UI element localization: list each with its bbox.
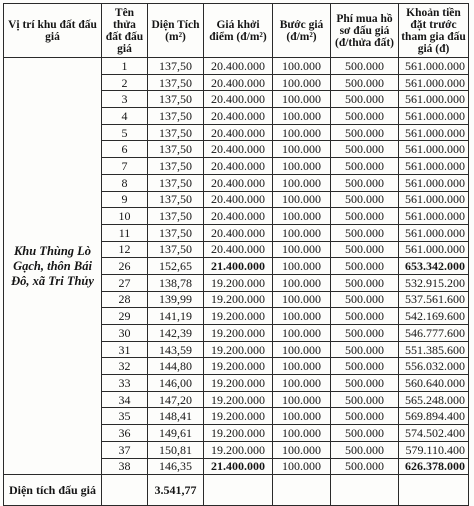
auction-table [3, 3, 469, 506]
price-step-cell: 100.000 [273, 391, 331, 408]
document-fee-cell: 500.000 [331, 141, 399, 158]
plot-number-cell: 1 [102, 58, 148, 75]
price-step-cell: 100.000 [273, 274, 331, 291]
plot-number-cell: 9 [102, 191, 148, 208]
document-fee-cell: 500.000 [331, 191, 399, 208]
area-cell: 147,20 [148, 391, 204, 408]
area-cell: 137,50 [148, 58, 204, 75]
area-cell: 139,99 [148, 291, 204, 308]
price-step-cell: 100.000 [273, 425, 331, 442]
header-start-price: Giá khởi điểm (đ/m²) [204, 4, 273, 58]
start-price-cell: 20.400.000 [204, 174, 273, 191]
plot-number-cell: 38 [102, 458, 148, 475]
plot-number-cell: 11 [102, 224, 148, 241]
deposit-cell: 565.248.000 [399, 391, 469, 408]
total-empty-cell [331, 475, 399, 506]
document-fee-cell: 500.000 [331, 224, 399, 241]
price-step-cell: 100.000 [273, 174, 331, 191]
document-fee-cell: 500.000 [331, 108, 399, 125]
start-price-cell: 20.400.000 [204, 108, 273, 125]
plot-number-cell: 35 [102, 408, 148, 425]
plot-number-cell: 8 [102, 174, 148, 191]
deposit-cell: 561.000.000 [399, 224, 469, 241]
area-cell: 137,50 [148, 158, 204, 175]
header-plot-number: Tên thửa đất đấu giá [102, 4, 148, 58]
total-area: 3.541,77 [148, 475, 204, 506]
start-price-cell: 19.200.000 [204, 358, 273, 375]
price-step-cell: 100.000 [273, 91, 331, 108]
deposit-cell: 626.378.000 [399, 458, 469, 475]
deposit-cell: 561.000.000 [399, 241, 469, 258]
plot-number-cell: 33 [102, 375, 148, 392]
price-step-cell: 100.000 [273, 258, 331, 275]
price-step-cell: 100.000 [273, 291, 331, 308]
deposit-cell: 556.032.000 [399, 358, 469, 375]
plot-number-cell: 31 [102, 341, 148, 358]
area-cell: 144,80 [148, 358, 204, 375]
total-empty-cell [399, 475, 469, 506]
price-step-cell: 100.000 [273, 458, 331, 475]
document-fee-cell: 500.000 [331, 274, 399, 291]
area-cell: 137,50 [148, 108, 204, 125]
plot-number-cell: 10 [102, 208, 148, 225]
area-cell: 146,00 [148, 375, 204, 392]
document-fee-cell: 500.000 [331, 441, 399, 458]
plot-number-cell: 12 [102, 241, 148, 258]
total-empty-cell [204, 475, 273, 506]
document-fee-cell: 500.000 [331, 408, 399, 425]
document-fee-cell: 500.000 [331, 74, 399, 91]
deposit-cell: 561.000.000 [399, 74, 469, 91]
deposit-cell: 561.000.000 [399, 141, 469, 158]
document-fee-cell: 500.000 [331, 291, 399, 308]
start-price-cell: 21.400.000 [204, 458, 273, 475]
header-document-fee: Phí mua hồ sơ đấu giá (đ/thửa đất) [331, 4, 399, 58]
document-fee-cell: 500.000 [331, 458, 399, 475]
document-fee-cell: 500.000 [331, 325, 399, 342]
plot-number-cell: 36 [102, 425, 148, 442]
deposit-cell: 537.561.600 [399, 291, 469, 308]
header-price-step: Bước giá (đ/m²) [273, 4, 331, 58]
price-step-cell: 100.000 [273, 408, 331, 425]
deposit-cell: 551.385.600 [399, 341, 469, 358]
location-cell: Khu Thùng Lò Gạch, thôn Bái Đô, xã Tri Thủy [4, 58, 102, 475]
start-price-cell: 19.200.000 [204, 425, 273, 442]
document-fee-cell: 500.000 [331, 358, 399, 375]
deposit-cell: 561.000.000 [399, 124, 469, 141]
price-step-cell: 100.000 [273, 224, 331, 241]
start-price-cell: 19.200.000 [204, 375, 273, 392]
deposit-cell: 653.342.000 [399, 258, 469, 275]
deposit-cell: 561.000.000 [399, 108, 469, 125]
price-step-cell: 100.000 [273, 191, 331, 208]
deposit-cell: 546.777.600 [399, 325, 469, 342]
header-row [4, 4, 469, 58]
start-price-cell: 20.400.000 [204, 224, 273, 241]
price-step-cell: 100.000 [273, 325, 331, 342]
price-step-cell: 100.000 [273, 58, 331, 75]
area-cell: 150,81 [148, 441, 204, 458]
total-row [4, 475, 469, 506]
area-cell: 137,50 [148, 91, 204, 108]
start-price-cell: 20.400.000 [204, 91, 273, 108]
total-label: Diện tích đấu giá [4, 475, 102, 506]
start-price-cell: 19.200.000 [204, 391, 273, 408]
area-cell: 141,19 [148, 308, 204, 325]
header-area: Diện Tích (m²) [148, 4, 204, 58]
plot-number-cell: 26 [102, 258, 148, 275]
price-step-cell: 100.000 [273, 375, 331, 392]
header-location: Vị trí khu đất đấu giá [4, 4, 102, 58]
plot-number-cell: 3 [102, 91, 148, 108]
price-step-cell: 100.000 [273, 141, 331, 158]
plot-number-cell: 28 [102, 291, 148, 308]
document-fee-cell: 500.000 [331, 391, 399, 408]
document-fee-cell: 500.000 [331, 91, 399, 108]
total-empty-cell [273, 475, 331, 506]
area-cell: 137,50 [148, 174, 204, 191]
deposit-cell: 561.000.000 [399, 191, 469, 208]
start-price-cell: 20.400.000 [204, 208, 273, 225]
deposit-cell: 574.502.400 [399, 425, 469, 442]
area-cell: 137,50 [148, 224, 204, 241]
price-step-cell: 100.000 [273, 208, 331, 225]
price-step-cell: 100.000 [273, 341, 331, 358]
document-fee-cell: 500.000 [331, 158, 399, 175]
price-step-cell: 100.000 [273, 241, 331, 258]
area-cell: 137,50 [148, 74, 204, 91]
plot-number-cell: 2 [102, 74, 148, 91]
area-cell: 137,50 [148, 191, 204, 208]
document-fee-cell: 500.000 [331, 241, 399, 258]
price-step-cell: 100.000 [273, 108, 331, 125]
deposit-cell: 560.640.000 [399, 375, 469, 392]
start-price-cell: 20.400.000 [204, 74, 273, 91]
table-row [4, 58, 469, 75]
area-cell: 148,41 [148, 408, 204, 425]
document-fee-cell: 500.000 [331, 375, 399, 392]
deposit-cell: 561.000.000 [399, 208, 469, 225]
area-cell: 142,39 [148, 325, 204, 342]
area-cell: 137,50 [148, 241, 204, 258]
area-cell: 149,61 [148, 425, 204, 442]
plot-number-cell: 37 [102, 441, 148, 458]
deposit-cell: 561.000.000 [399, 91, 469, 108]
deposit-cell: 561.000.000 [399, 158, 469, 175]
plot-number-cell: 29 [102, 308, 148, 325]
price-step-cell: 100.000 [273, 441, 331, 458]
deposit-cell: 561.000.000 [399, 58, 469, 75]
plot-number-cell: 32 [102, 358, 148, 375]
start-price-cell: 19.200.000 [204, 441, 273, 458]
deposit-cell: 532.915.200 [399, 274, 469, 291]
price-step-cell: 100.000 [273, 358, 331, 375]
price-step-cell: 100.000 [273, 74, 331, 91]
start-price-cell: 19.200.000 [204, 341, 273, 358]
area-cell: 143,59 [148, 341, 204, 358]
start-price-cell: 19.200.000 [204, 274, 273, 291]
plot-number-cell: 5 [102, 124, 148, 141]
start-price-cell: 19.200.000 [204, 408, 273, 425]
area-cell: 137,50 [148, 124, 204, 141]
start-price-cell: 20.400.000 [204, 141, 273, 158]
document-fee-cell: 500.000 [331, 174, 399, 191]
price-step-cell: 100.000 [273, 124, 331, 141]
start-price-cell: 19.200.000 [204, 325, 273, 342]
plot-number-cell: 30 [102, 325, 148, 342]
deposit-cell: 579.110.400 [399, 441, 469, 458]
start-price-cell: 19.200.000 [204, 308, 273, 325]
plot-number-cell: 34 [102, 391, 148, 408]
deposit-cell: 561.000.000 [399, 174, 469, 191]
document-fee-cell: 500.000 [331, 124, 399, 141]
total-empty-cell [102, 475, 148, 506]
plot-number-cell: 27 [102, 274, 148, 291]
header-deposit: Khoản tiền đặt trước tham gia đấu giá (đ) [399, 4, 469, 58]
start-price-cell: 20.400.000 [204, 241, 273, 258]
document-fee-cell: 500.000 [331, 308, 399, 325]
deposit-cell: 542.169.600 [399, 308, 469, 325]
document-fee-cell: 500.000 [331, 208, 399, 225]
plot-number-cell: 7 [102, 158, 148, 175]
start-price-cell: 20.400.000 [204, 124, 273, 141]
start-price-cell: 21.400.000 [204, 258, 273, 275]
plot-number-cell: 6 [102, 141, 148, 158]
deposit-cell: 569.894.400 [399, 408, 469, 425]
plot-number-cell: 4 [102, 108, 148, 125]
start-price-cell: 20.400.000 [204, 191, 273, 208]
area-cell: 138,78 [148, 274, 204, 291]
document-fee-cell: 500.000 [331, 58, 399, 75]
table-body [4, 58, 469, 475]
document-fee-cell: 500.000 [331, 425, 399, 442]
document-fee-cell: 500.000 [331, 258, 399, 275]
area-cell: 137,50 [148, 208, 204, 225]
start-price-cell: 20.400.000 [204, 158, 273, 175]
start-price-cell: 19.200.000 [204, 291, 273, 308]
document-fee-cell: 500.000 [331, 341, 399, 358]
price-step-cell: 100.000 [273, 158, 331, 175]
area-cell: 146,35 [148, 458, 204, 475]
area-cell: 152,65 [148, 258, 204, 275]
start-price-cell: 20.400.000 [204, 58, 273, 75]
price-step-cell: 100.000 [273, 308, 331, 325]
area-cell: 137,50 [148, 141, 204, 158]
